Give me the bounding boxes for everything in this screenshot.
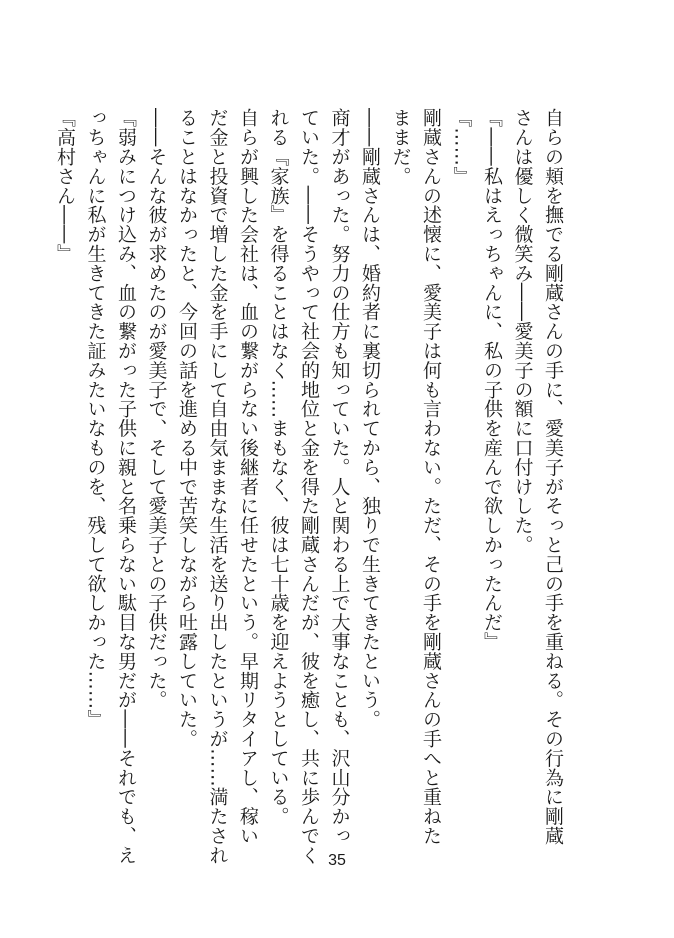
text-line-6: ままだ。 [389, 108, 412, 186]
text-line-3: 『――私はえっちゃんに、私の子供を産んで欲しかったんだ』 [481, 108, 503, 652]
text-line-4: 『……』 [450, 108, 473, 186]
text-line-10: れる『家族』を得ることはなく……まもなく、彼は七十歳を迎えようとしている。 [267, 108, 290, 826]
text-line-17: 『高村さん――』 [54, 108, 76, 264]
text-line-9: ていた。――そうやって社会的地位と金を得た剛蔵さんだが、彼を癒し、共に歩んでく [298, 108, 320, 865]
text-line-11: 自らが興した会社は、血の繋がらない後継者に任せたという。早期リタイアし、稼い [237, 108, 259, 846]
text-line-15: 『弱みにつけ込み、血の繋がった子供に親と名乗らない駄目な男だが――それでも、え [115, 108, 137, 865]
text-line-16: っちゃんに私が生きてきた証みたいなものを、残して欲しかった……』 [84, 108, 107, 729]
text-line-13: ることはなかったと、今回の話を進める中で苦笑しながら吐露していた。 [176, 108, 198, 749]
text-line-7: ――剛蔵さんは、婚約者に裏切られてから、独りで生きてきたという。 [359, 108, 381, 729]
text-line-1: 自らの頬を撫でる剛蔵さんの手に、愛美子がそっと己の手を重ねる。その行為に剛蔵 [542, 108, 564, 846]
text-line-12: だ金と投資で増した金を手にして自由気ままな生活を送り出したというが……満たされ [206, 108, 229, 865]
text-line-14: ――そんな彼が求めたのが愛美子で、そして愛美子との子供だった。 [145, 108, 168, 710]
text-line-2: さんは優しく微笑み――愛美子の額に口付けした。 [511, 108, 534, 555]
text-line-8: 商才があった。努力の仕方も知っていた。人と関わる上で大事なことも、沢山分かっ [328, 108, 351, 846]
page-number: 35 [328, 852, 346, 869]
text-line-5: 剛蔵さんの述懐に、愛美子は何も言わない。ただ、その手を剛蔵さんの手へと重ねた [420, 108, 442, 846]
